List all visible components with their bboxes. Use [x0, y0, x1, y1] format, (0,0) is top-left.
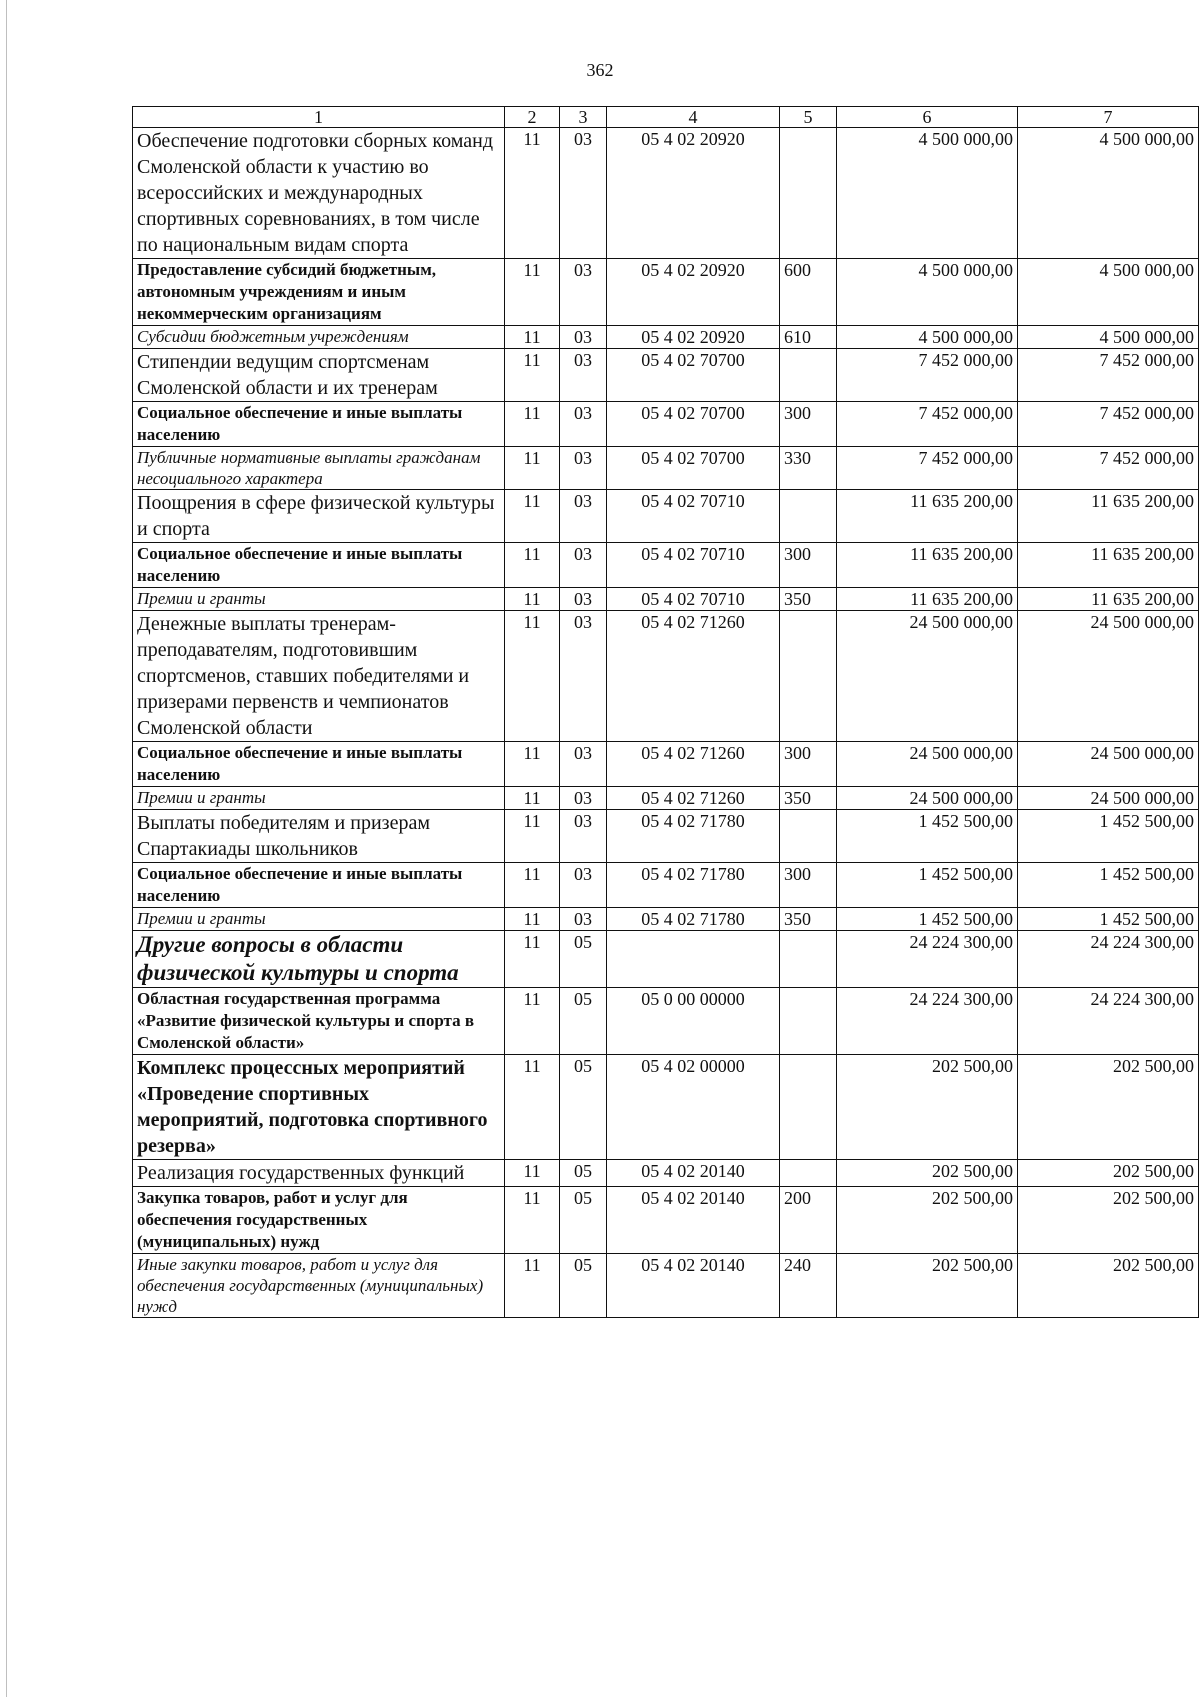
- subsection-code-cell: 03: [560, 447, 607, 490]
- section-code-cell: 11: [505, 787, 560, 810]
- item-name-cell: Социальное обеспечение и иные выплаты населению: [133, 402, 505, 447]
- amount-cell: 202 500,00: [1018, 1254, 1199, 1318]
- expense-type-cell: 300: [780, 402, 837, 447]
- expense-type-cell: 610: [780, 326, 837, 349]
- section-code-cell: 11: [505, 742, 560, 787]
- item-name-cell: Другие вопросы в области физической культуры и спорта: [133, 931, 505, 988]
- target-article-cell: 05 4 02 70700: [607, 349, 780, 402]
- amount-cell: 24 500 000,00: [837, 611, 1018, 742]
- table-row: [133, 128, 1199, 259]
- item-name-cell: Обеспечение подготовки сборных команд Смоленской области к участию во всероссийских и международных спортивных соревнованиях, в том числе по национальным видам спорта: [133, 128, 505, 259]
- amount-cell: 202 500,00: [1018, 1160, 1199, 1187]
- amount-cell: 7 452 000,00: [837, 349, 1018, 402]
- section-code-cell: 11: [505, 863, 560, 908]
- subsection-code-cell: 03: [560, 908, 607, 931]
- section-code-cell: 11: [505, 988, 560, 1055]
- target-article-cell: 05 4 02 71780: [607, 810, 780, 863]
- amount-cell: 24 224 300,00: [1018, 931, 1199, 988]
- expense-type-cell: 350: [780, 908, 837, 931]
- target-article-cell: 05 4 02 70700: [607, 402, 780, 447]
- scan-edge-line: [6, 0, 7, 1697]
- item-name-cell: Премии и гранты: [133, 908, 505, 931]
- subsection-code-cell: 03: [560, 543, 607, 588]
- amount-cell: 7 452 000,00: [1018, 349, 1199, 402]
- amount-cell: 11 635 200,00: [837, 543, 1018, 588]
- amount-cell: 4 500 000,00: [837, 326, 1018, 349]
- subsection-code-cell: 03: [560, 611, 607, 742]
- header-row: [133, 107, 1199, 128]
- expense-type-cell: [780, 931, 837, 988]
- target-article-cell: 05 4 02 71260: [607, 742, 780, 787]
- item-name-cell: Социальное обеспечение и иные выплаты населению: [133, 543, 505, 588]
- amount-cell: 7 452 000,00: [1018, 447, 1199, 490]
- amount-cell: 1 452 500,00: [837, 863, 1018, 908]
- section-code-cell: 11: [505, 1055, 560, 1160]
- section-code-cell: 11: [505, 1187, 560, 1254]
- section-code-cell: 11: [505, 931, 560, 988]
- target-article-cell: 05 4 02 20140: [607, 1254, 780, 1318]
- expense-type-cell: [780, 490, 837, 543]
- item-name-cell: Социальное обеспечение и иные выплаты населению: [133, 863, 505, 908]
- header-cell: 2: [505, 107, 560, 128]
- item-name-cell: Премии и гранты: [133, 588, 505, 611]
- table-row: [133, 908, 1199, 931]
- item-name-cell: Комплекс процессных мероприятий «Проведение спортивных мероприятий, подготовка спортивного резерва»: [133, 1055, 505, 1160]
- subsection-code-cell: 03: [560, 402, 607, 447]
- amount-cell: 11 635 200,00: [837, 490, 1018, 543]
- subsection-code-cell: 03: [560, 810, 607, 863]
- table-row: [133, 863, 1199, 908]
- amount-cell: 24 224 300,00: [1018, 988, 1199, 1055]
- subsection-code-cell: 03: [560, 128, 607, 259]
- subsection-code-cell: 03: [560, 349, 607, 402]
- amount-cell: 4 500 000,00: [1018, 128, 1199, 259]
- amount-cell: 1 452 500,00: [1018, 863, 1199, 908]
- amount-cell: 24 500 000,00: [837, 742, 1018, 787]
- target-article-cell: 05 4 02 00000: [607, 1055, 780, 1160]
- table-row: [133, 988, 1199, 1055]
- table-row: [133, 543, 1199, 588]
- target-article-cell: 05 4 02 20140: [607, 1160, 780, 1187]
- item-name-cell: Выплаты победителям и призерам Спартакиады школьников: [133, 810, 505, 863]
- budget-table: [132, 106, 1199, 1318]
- table-row: [133, 1055, 1199, 1160]
- header-cell: 1: [133, 107, 505, 128]
- subsection-code-cell: 05: [560, 1055, 607, 1160]
- amount-cell: 11 635 200,00: [1018, 588, 1199, 611]
- section-code-cell: 11: [505, 490, 560, 543]
- expense-type-cell: 300: [780, 742, 837, 787]
- table-row: [133, 1160, 1199, 1187]
- amount-cell: 4 500 000,00: [1018, 259, 1199, 326]
- amount-cell: 24 500 000,00: [837, 787, 1018, 810]
- section-code-cell: 11: [505, 128, 560, 259]
- expense-type-cell: [780, 1055, 837, 1160]
- subsection-code-cell: 05: [560, 1160, 607, 1187]
- amount-cell: 24 224 300,00: [837, 988, 1018, 1055]
- amount-cell: 11 635 200,00: [1018, 543, 1199, 588]
- table-row: [133, 742, 1199, 787]
- table-row: [133, 810, 1199, 863]
- section-code-cell: 11: [505, 908, 560, 931]
- expense-type-cell: [780, 988, 837, 1055]
- amount-cell: 7 452 000,00: [1018, 402, 1199, 447]
- amount-cell: 202 500,00: [837, 1254, 1018, 1318]
- target-article-cell: 05 4 02 70700: [607, 447, 780, 490]
- target-article-cell: 05 4 02 20920: [607, 326, 780, 349]
- target-article-cell: 05 4 02 20920: [607, 128, 780, 259]
- section-code-cell: 11: [505, 543, 560, 588]
- item-name-cell: Реализация государственных функций: [133, 1160, 505, 1187]
- table-row: [133, 588, 1199, 611]
- header-cell: 5: [780, 107, 837, 128]
- table-row: [133, 787, 1199, 810]
- subsection-code-cell: 03: [560, 259, 607, 326]
- item-name-cell: Областная государственная программа «Развитие физической культуры и спорта в Смоленской области»: [133, 988, 505, 1055]
- amount-cell: 1 452 500,00: [1018, 908, 1199, 931]
- section-code-cell: 11: [505, 402, 560, 447]
- amount-cell: 24 224 300,00: [837, 931, 1018, 988]
- amount-cell: 4 500 000,00: [837, 128, 1018, 259]
- item-name-cell: Премии и гранты: [133, 787, 505, 810]
- table-row: [133, 447, 1199, 490]
- expense-type-cell: [780, 611, 837, 742]
- item-name-cell: Иные закупки товаров, работ и услуг для обеспечения государственных (муниципальных) нужд: [133, 1254, 505, 1318]
- amount-cell: 202 500,00: [1018, 1055, 1199, 1160]
- target-article-cell: 05 4 02 20140: [607, 1187, 780, 1254]
- item-name-cell: Денежные выплаты тренерам-преподавателям, подготовившим спортсменов, ставших победителями и призерами первенств и чемпионатов Смоленской области: [133, 611, 505, 742]
- amount-cell: 24 500 000,00: [1018, 611, 1199, 742]
- amount-cell: 11 635 200,00: [837, 588, 1018, 611]
- header-cell: 6: [837, 107, 1018, 128]
- item-name-cell: Предоставление субсидий бюджетным, автономным учреждениям и иным некоммерческим организациям: [133, 259, 505, 326]
- expense-type-cell: 200: [780, 1187, 837, 1254]
- subsection-code-cell: 05: [560, 1254, 607, 1318]
- item-name-cell: Стипендии ведущим спортсменам Смоленской области и их тренерам: [133, 349, 505, 402]
- expense-type-cell: 240: [780, 1254, 837, 1318]
- target-article-cell: 05 4 02 71260: [607, 611, 780, 742]
- item-name-cell: Поощрения в сфере физической культуры и спорта: [133, 490, 505, 543]
- item-name-cell: Публичные нормативные выплаты гражданам несоциального характера: [133, 447, 505, 490]
- amount-cell: 4 500 000,00: [837, 259, 1018, 326]
- target-article-cell: 05 4 02 70710: [607, 543, 780, 588]
- header-cell: 3: [560, 107, 607, 128]
- section-code-cell: 11: [505, 1160, 560, 1187]
- item-name-cell: Субсидии бюджетным учреждениям: [133, 326, 505, 349]
- table-row: [133, 259, 1199, 326]
- section-code-cell: 11: [505, 810, 560, 863]
- amount-cell: 1 452 500,00: [837, 810, 1018, 863]
- subsection-code-cell: 03: [560, 863, 607, 908]
- target-article-cell: 05 4 02 70710: [607, 490, 780, 543]
- target-article-cell: 05 4 02 71780: [607, 863, 780, 908]
- table-row: [133, 611, 1199, 742]
- expense-type-cell: [780, 810, 837, 863]
- section-code-cell: 11: [505, 326, 560, 349]
- amount-cell: 202 500,00: [837, 1187, 1018, 1254]
- page-number: 362: [586, 60, 614, 80]
- header-cell: 4: [607, 107, 780, 128]
- subsection-code-cell: 03: [560, 490, 607, 543]
- expense-type-cell: [780, 128, 837, 259]
- section-code-cell: 11: [505, 447, 560, 490]
- expense-type-cell: 600: [780, 259, 837, 326]
- table-row: [133, 1187, 1199, 1254]
- expense-type-cell: [780, 349, 837, 402]
- target-article-cell: 05 4 02 71780: [607, 908, 780, 931]
- target-article-cell: 05 4 02 70710: [607, 588, 780, 611]
- amount-cell: 1 452 500,00: [1018, 810, 1199, 863]
- amount-cell: 1 452 500,00: [837, 908, 1018, 931]
- table-row: [133, 931, 1199, 988]
- amount-cell: 24 500 000,00: [1018, 742, 1199, 787]
- table-row: [133, 1254, 1199, 1318]
- section-code-cell: 11: [505, 259, 560, 326]
- table-row: [133, 402, 1199, 447]
- amount-cell: 202 500,00: [837, 1160, 1018, 1187]
- target-article-cell: 05 4 02 20920: [607, 259, 780, 326]
- table-row: [133, 490, 1199, 543]
- header-cell: 7: [1018, 107, 1199, 128]
- target-article-cell: 05 0 00 00000: [607, 988, 780, 1055]
- amount-cell: 202 500,00: [837, 1055, 1018, 1160]
- expense-type-cell: 300: [780, 863, 837, 908]
- subsection-code-cell: 05: [560, 1187, 607, 1254]
- section-code-cell: 11: [505, 1254, 560, 1318]
- item-name-cell: Социальное обеспечение и иные выплаты населению: [133, 742, 505, 787]
- amount-cell: 7 452 000,00: [837, 402, 1018, 447]
- section-code-cell: 11: [505, 588, 560, 611]
- expense-type-cell: 300: [780, 543, 837, 588]
- section-code-cell: 11: [505, 349, 560, 402]
- expense-type-cell: 330: [780, 447, 837, 490]
- subsection-code-cell: 03: [560, 588, 607, 611]
- expense-type-cell: 350: [780, 787, 837, 810]
- expense-type-cell: 350: [780, 588, 837, 611]
- subsection-code-cell: 03: [560, 742, 607, 787]
- amount-cell: 4 500 000,00: [1018, 326, 1199, 349]
- amount-cell: 24 500 000,00: [1018, 787, 1199, 810]
- subsection-code-cell: 05: [560, 988, 607, 1055]
- table-row: [133, 326, 1199, 349]
- section-code-cell: 11: [505, 611, 560, 742]
- expense-type-cell: [780, 1160, 837, 1187]
- amount-cell: 7 452 000,00: [837, 447, 1018, 490]
- table-row: [133, 349, 1199, 402]
- subsection-code-cell: 03: [560, 787, 607, 810]
- subsection-code-cell: 03: [560, 326, 607, 349]
- budget-table-body: [133, 107, 1199, 1318]
- target-article-cell: [607, 931, 780, 988]
- subsection-code-cell: 05: [560, 931, 607, 988]
- amount-cell: 202 500,00: [1018, 1187, 1199, 1254]
- target-article-cell: 05 4 02 71260: [607, 787, 780, 810]
- item-name-cell: Закупка товаров, работ и услуг для обеспечения государственных (муниципальных) нужд: [133, 1187, 505, 1254]
- amount-cell: 11 635 200,00: [1018, 490, 1199, 543]
